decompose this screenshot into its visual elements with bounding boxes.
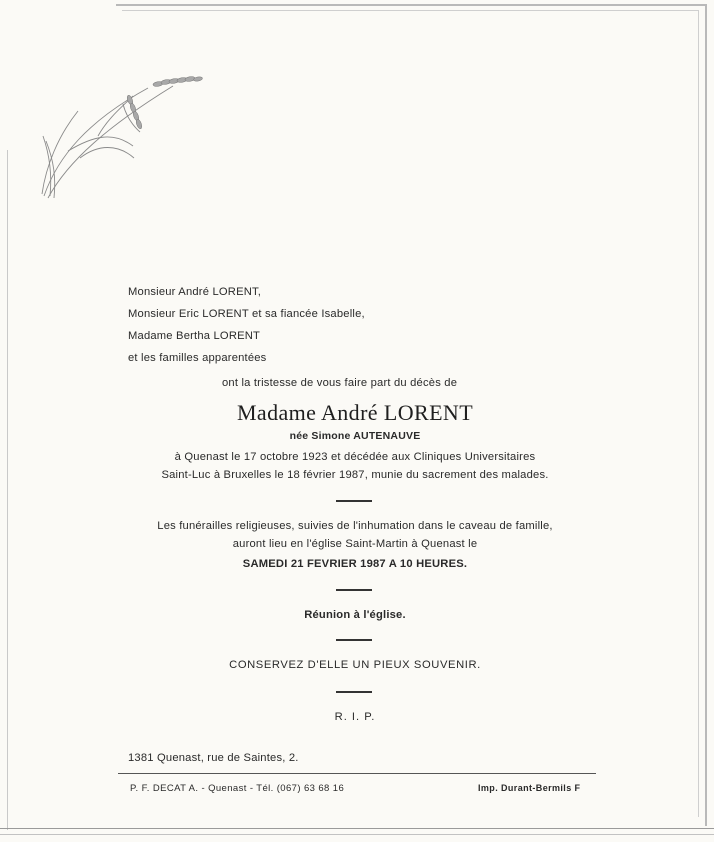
- separator-4: [336, 691, 372, 693]
- funeral-date: SAMEDI 21 FEVRIER 1987 A 10 HEURES.: [242, 558, 468, 570]
- meeting-note: Réunion à l'église.: [304, 609, 406, 621]
- border-frame-left: [7, 150, 8, 830]
- rip-line: R. I. P.: [334, 711, 376, 723]
- printer-credit: Imp. Durant-Bermils F: [478, 783, 581, 793]
- address-line: 1381 Quenast, rue de Saintes, 2.: [128, 752, 299, 764]
- wheat-illustration: [38, 66, 218, 201]
- border-frame-bottom-inner: [0, 834, 714, 835]
- birth-death-line-2: Saint-Luc à Bruxelles le 18 février 1987, munie du sacrement des malades.: [161, 469, 549, 481]
- family-line-1: Monsieur André LORENT,: [128, 286, 262, 298]
- intro-line: ont la tristesse de vous faire part du décès de: [222, 377, 458, 389]
- family-line-4: et les familles apparentées: [128, 352, 267, 364]
- separator-3: [336, 639, 372, 641]
- birth-death-line-1: à Quenast le 17 octobre 1923 et décédée aux Cliniques Universitaires: [174, 451, 536, 463]
- family-line-2: Monsieur Eric LORENT et sa fiancée Isabelle,: [128, 308, 365, 320]
- family-line-3: Madame Bertha LORENT: [128, 330, 261, 342]
- remembrance-line: CONSERVEZ D'ELLE UN PIEUX SOUVENIR.: [229, 659, 481, 671]
- footer-divider: [118, 773, 596, 774]
- separator-1: [336, 500, 372, 502]
- maiden-name: née Simone AUTENAUVE: [289, 430, 421, 442]
- funeral-line-1: Les funérailles religieuses, suivies de l'inhumation dans le caveau de famille,: [157, 520, 553, 532]
- border-frame-bottom: [0, 828, 714, 829]
- funeral-line-2: auront lieu en l'église Saint-Martin à Quenast le: [232, 538, 478, 550]
- separator-2: [336, 589, 372, 591]
- funeral-director-credit: P. F. DECAT A. - Quenast - Tél. (067) 63 68 16: [130, 783, 345, 794]
- deceased-name: Madame André LORENT: [236, 400, 474, 425]
